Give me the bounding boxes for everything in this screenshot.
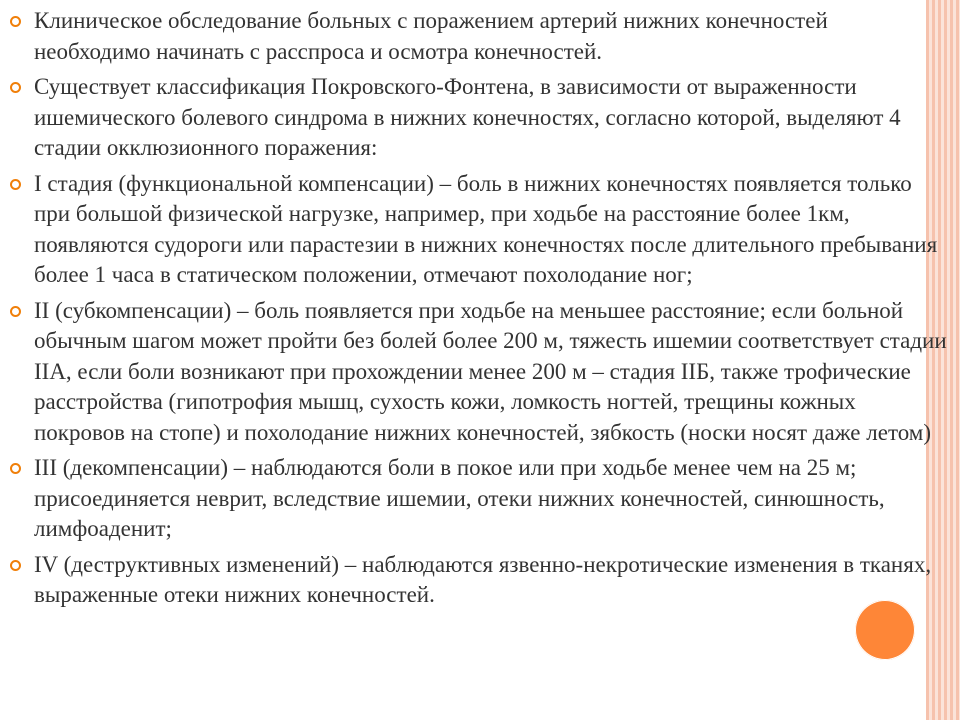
bullet-item <box>8 72 948 164</box>
bullet-item <box>8 453 948 545</box>
bullet-text: Существует классификация Покровского-Фонтена, в зависимости от выраженности ишемического болевого синдрома в нижних конечностях, согласно которой, выделяют 4 стадии окклюзионного поражения: <box>34 74 901 160</box>
bullet-circle-icon <box>10 16 21 27</box>
bullet-circle-icon <box>10 560 21 571</box>
bullet-circle-icon <box>10 463 21 474</box>
bullet-text: III (декомпенсации) – наблюдаются боли в покое или при ходьбе менее чем на 25 м; присоединяется неврит, вследствие ишемии, отеки нижних конечностей, синюшность, лимфоаденит; <box>34 455 885 541</box>
bullet-item <box>8 169 948 291</box>
bullet-item <box>8 550 948 611</box>
bullet-list <box>8 6 948 616</box>
bullet-item <box>8 6 948 67</box>
bullet-circle-icon <box>10 82 21 93</box>
bullet-text: I стадия (функциональной компенсации) – боль в нижних конечностях появляется только при большой физической нагрузке, например, при ходьбе на расстояние более 1км, появляются судороги или парастезии в нижних конечностях после длительного пребывания более 1 часа в статическом положении, отмечают похолодание ног; <box>34 170 938 287</box>
bullet-circle-icon <box>10 179 21 190</box>
bullet-circle-icon <box>10 306 21 317</box>
bullet-item <box>8 296 948 449</box>
bullet-text: Клиническое обследование больных с поражением артерий нижних конечностей необходимо начинать с расспроса и осмотра конечностей. <box>34 8 828 64</box>
bullet-text: II (субкомпенсации) – боль появляется при ходьбе на меньшее расстояние; если больной обычным шагом может пройти без болей более 200 м, тяжесть ишемии соответствует стадии IIА, если боли возникают при прохождении менее 200 м – стадия IIБ, также трофические расстройства (гипотрофия мышц, сухость кожи, ломкость ногтей, трещины кожных покровов на стопе) и похолодание нижних конечностей, зябкость (носки носят даже летом) <box>34 297 947 445</box>
bullet-text: IV (деструктивных изменений) – наблюдаются язвенно-некротические изменения в тканях, выраженные отеки нижних конечностей. <box>34 551 932 607</box>
